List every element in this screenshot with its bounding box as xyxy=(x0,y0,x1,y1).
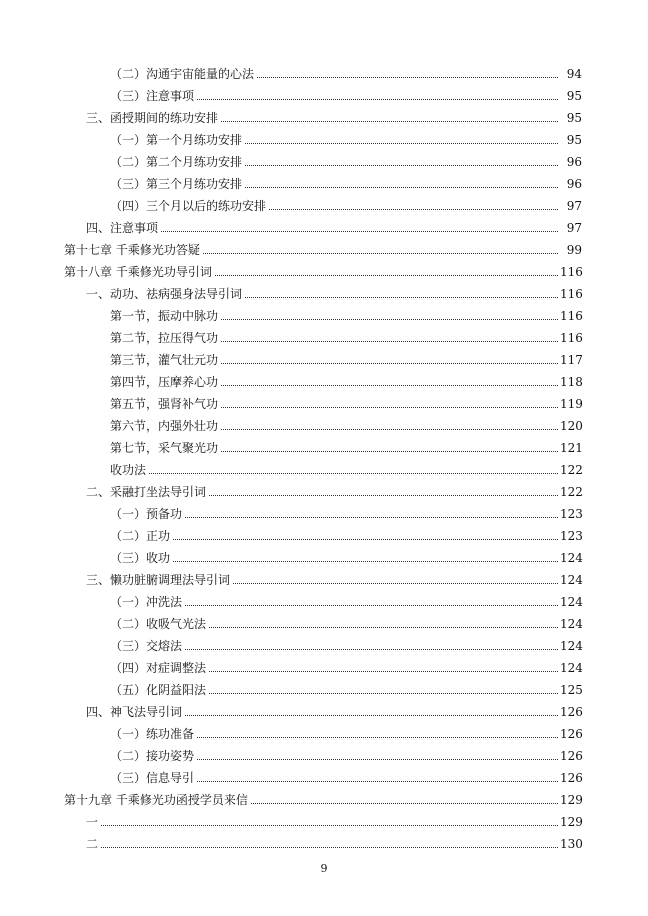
toc-entry[interactable] xyxy=(0,125,648,147)
toc-entry-title: 第一节，振动中脉功 xyxy=(110,309,219,323)
toc-entry-page: 126 xyxy=(560,771,583,785)
dot-leader xyxy=(101,824,558,826)
toc-entry[interactable] xyxy=(0,279,648,301)
toc-entry[interactable] xyxy=(0,807,648,829)
toc-entry-title: 第十九章 千乘修光功函授学员来信 xyxy=(64,793,248,807)
dot-leader xyxy=(197,736,558,738)
toc-entry-page: 116 xyxy=(560,265,583,279)
toc-entry-title: （四）三个月以后的练功安排 xyxy=(110,199,267,213)
toc-entry-title: 第四节，压摩养心功 xyxy=(110,375,219,389)
toc-entry-title: （三）信息导引 xyxy=(110,771,195,785)
toc-entry-page: 116 xyxy=(560,287,583,301)
toc-entry[interactable] xyxy=(0,521,648,543)
toc-entry-title: （三）注意事项 xyxy=(110,89,195,103)
toc-entry-title: 第七节，采气聚光功 xyxy=(110,441,219,455)
toc-entry[interactable] xyxy=(0,191,648,213)
toc-entry-page: 126 xyxy=(560,727,583,741)
toc-entry-page: 117 xyxy=(560,353,583,367)
toc-entry-title: （三）交熔法 xyxy=(110,639,183,653)
toc-entry[interactable] xyxy=(0,631,648,653)
dot-leader xyxy=(197,758,558,760)
dot-leader xyxy=(245,186,558,188)
toc-entry-title: 二、采融打坐法导引词 xyxy=(86,485,207,499)
toc-entry[interactable] xyxy=(0,587,648,609)
dot-leader xyxy=(245,296,558,298)
dot-leader xyxy=(185,516,558,518)
toc-entry-title: 四、神飞法导引词 xyxy=(86,705,183,719)
toc-entry[interactable] xyxy=(0,653,648,675)
dot-leader xyxy=(209,670,558,672)
toc-entry-page: 125 xyxy=(560,683,583,697)
toc-entry-page: 95 xyxy=(566,89,582,103)
toc-entry-title: 一 xyxy=(86,815,99,829)
dot-leader xyxy=(269,208,558,210)
dot-leader xyxy=(203,252,558,254)
toc-entry-title: 二 xyxy=(86,837,99,851)
toc-entry[interactable] xyxy=(0,81,648,103)
toc-entry[interactable] xyxy=(0,147,648,169)
toc-entry[interactable] xyxy=(0,785,648,807)
toc-entry[interactable] xyxy=(0,367,648,389)
dot-leader xyxy=(233,582,558,584)
toc-entry-title: （二）收吸气光法 xyxy=(110,617,207,631)
toc-entry[interactable] xyxy=(0,499,648,521)
toc-entry-title: （二）沟通宇宙能量的心法 xyxy=(110,67,255,81)
toc-entry-title: 第五节，强肾补气功 xyxy=(110,397,219,411)
toc-entry-page: 122 xyxy=(560,485,583,499)
dot-leader xyxy=(221,340,558,342)
toc-entry-title: （三）收功 xyxy=(110,551,171,565)
dot-leader xyxy=(209,692,558,694)
toc-entry-page: 95 xyxy=(566,133,582,147)
toc-entry-page: 129 xyxy=(560,793,583,807)
table-of-contents xyxy=(0,59,648,851)
toc-entry-page: 120 xyxy=(560,419,583,433)
toc-entry-title: （三）第三个月练功安排 xyxy=(110,177,243,191)
toc-entry-page: 124 xyxy=(560,573,583,587)
toc-entry-page: 121 xyxy=(560,441,583,455)
dot-leader xyxy=(245,164,558,166)
toc-entry-title: 第三节，灌气壮元功 xyxy=(110,353,219,367)
dot-leader xyxy=(173,538,558,540)
dot-leader xyxy=(197,780,558,782)
dot-leader xyxy=(215,274,558,276)
toc-entry-page: 123 xyxy=(560,507,583,521)
dot-leader xyxy=(197,98,558,100)
dot-leader xyxy=(221,406,558,408)
toc-entry[interactable] xyxy=(0,829,648,851)
toc-entry-page: 116 xyxy=(560,331,583,345)
toc-entry-title: （二）正功 xyxy=(110,529,171,543)
dot-leader xyxy=(221,362,558,364)
toc-entry-title: 收功法 xyxy=(110,463,147,477)
toc-entry[interactable] xyxy=(0,345,648,367)
toc-entry[interactable] xyxy=(0,103,648,125)
toc-entry-title: （二）接功姿势 xyxy=(110,749,195,763)
dot-leader xyxy=(161,230,558,232)
toc-entry-title: （一）冲洗法 xyxy=(110,595,183,609)
toc-entry-page: 124 xyxy=(560,617,583,631)
dot-leader xyxy=(257,76,558,78)
toc-entry-page: 119 xyxy=(560,397,583,411)
toc-entry-title: （一）第一个月练功安排 xyxy=(110,133,243,147)
dot-leader xyxy=(209,494,558,496)
toc-entry[interactable] xyxy=(0,697,648,719)
dot-leader xyxy=(185,648,558,650)
toc-entry-page: 124 xyxy=(560,661,583,675)
toc-entry[interactable] xyxy=(0,433,648,455)
toc-entry[interactable] xyxy=(0,257,648,279)
toc-entry-title: （二）第二个月练功安排 xyxy=(110,155,243,169)
toc-entry-title: （一）预备功 xyxy=(110,507,183,521)
toc-entry-page: 94 xyxy=(566,67,582,81)
toc-entry-title: （四）对症调整法 xyxy=(110,661,207,675)
dot-leader xyxy=(173,560,558,562)
dot-leader xyxy=(221,450,558,452)
dot-leader xyxy=(251,802,558,804)
toc-entry[interactable] xyxy=(0,323,648,345)
toc-entry[interactable] xyxy=(0,719,648,741)
toc-entry-page: 124 xyxy=(560,595,583,609)
toc-entry-title: 三、懒功脏腑调理法导引词 xyxy=(86,573,231,587)
toc-entry[interactable] xyxy=(0,741,648,763)
dot-leader xyxy=(221,384,558,386)
toc-entry[interactable] xyxy=(0,455,648,477)
toc-entry-title: 三、函授期间的练功安排 xyxy=(86,111,219,125)
toc-entry-page: 116 xyxy=(560,309,583,323)
toc-entry-page: 124 xyxy=(560,639,583,653)
page-number: 9 xyxy=(320,862,328,875)
toc-entry-page: 124 xyxy=(560,551,583,565)
toc-entry[interactable] xyxy=(0,59,648,81)
toc-entry[interactable] xyxy=(0,213,648,235)
toc-entry-page: 130 xyxy=(560,837,583,851)
toc-entry-title: 四、注意事项 xyxy=(86,221,159,235)
toc-entry-page: 96 xyxy=(566,177,582,191)
dot-leader xyxy=(185,604,558,606)
toc-entry[interactable] xyxy=(0,675,648,697)
dot-leader xyxy=(221,428,558,430)
dot-leader xyxy=(149,472,558,474)
toc-entry[interactable] xyxy=(0,477,648,499)
dot-leader xyxy=(209,626,558,628)
toc-entry-title: 第六节，内强外壮功 xyxy=(110,419,219,433)
toc-entry-title: （五）化阴益阳法 xyxy=(110,683,207,697)
toc-entry-page: 123 xyxy=(560,529,583,543)
toc-entry[interactable] xyxy=(0,565,648,587)
toc-entry-page: 126 xyxy=(560,705,583,719)
toc-entry-page: 97 xyxy=(566,221,582,235)
toc-entry[interactable] xyxy=(0,543,648,565)
toc-entry[interactable] xyxy=(0,609,648,631)
toc-entry-page: 96 xyxy=(566,155,582,169)
dot-leader xyxy=(221,120,558,122)
toc-entry-title: （一）练功准备 xyxy=(110,727,195,741)
toc-entry[interactable] xyxy=(0,235,648,257)
toc-entry-page: 97 xyxy=(566,199,582,213)
toc-entry[interactable] xyxy=(0,411,648,433)
toc-entry[interactable] xyxy=(0,301,648,323)
toc-entry-page: 129 xyxy=(560,815,583,829)
toc-entry-page: 99 xyxy=(566,243,582,257)
dot-leader xyxy=(221,318,558,320)
dot-leader xyxy=(101,846,558,848)
toc-entry-title: 第二节，拉压得气功 xyxy=(110,331,219,345)
toc-entry[interactable] xyxy=(0,389,648,411)
toc-entry-page: 118 xyxy=(560,375,583,389)
toc-entry[interactable] xyxy=(0,763,648,785)
toc-entry-title: 一、动功、祛病强身法导引词 xyxy=(86,287,243,301)
dot-leader xyxy=(185,714,558,716)
toc-entry[interactable] xyxy=(0,169,648,191)
dot-leader xyxy=(245,142,558,144)
toc-entry-title: 第十八章 千乘修光功导引词 xyxy=(64,265,212,279)
toc-entry-page: 122 xyxy=(560,463,583,477)
toc-entry-page: 126 xyxy=(560,749,583,763)
toc-entry-title: 第十七章 千乘修光功答疑 xyxy=(64,243,200,257)
toc-entry-page: 95 xyxy=(566,111,582,125)
